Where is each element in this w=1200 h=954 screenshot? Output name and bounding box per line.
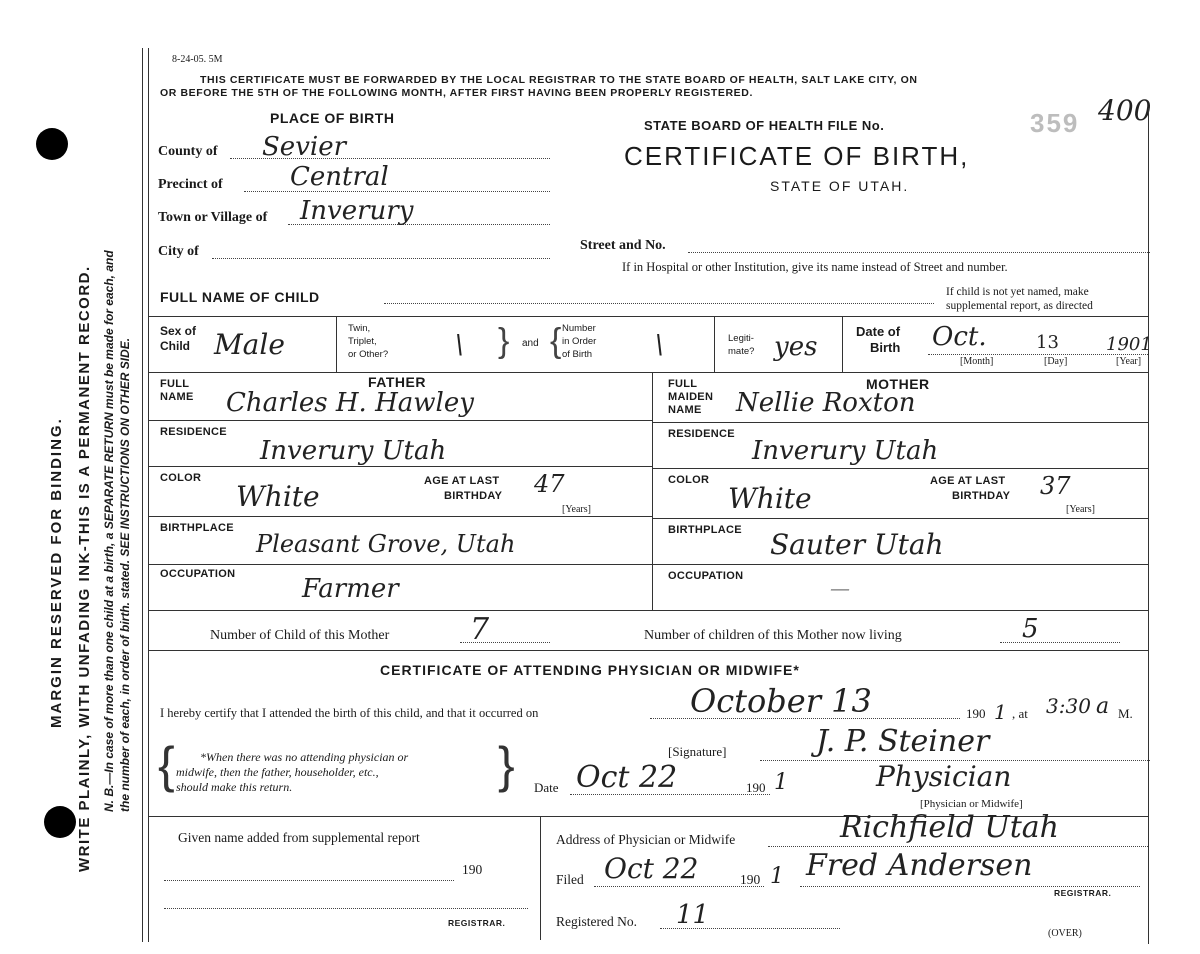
- twin-brace: }: [498, 322, 510, 360]
- date-label: Date: [534, 780, 559, 795]
- mother-years-caption: [Years]: [1066, 504, 1095, 515]
- mother-name-value: Nellie Roxton: [736, 388, 916, 418]
- certificate-year-prefix: 190: [746, 780, 766, 795]
- over-label: (OVER): [1048, 928, 1082, 939]
- father-color-label: COLOR: [160, 472, 202, 484]
- father-name-label: FULL NAME: [160, 378, 194, 403]
- notice-line-2: OR BEFORE THE 5TH OF THE FOLLOWING MONTH, AFTER FIRST HAVING BEEN PROPERLY REGISTERED.: [160, 87, 753, 99]
- father-residence-label: RESIDENCE: [160, 426, 227, 438]
- certificate-year-suffix: 1: [774, 770, 788, 795]
- father-heading: FATHER: [368, 374, 426, 390]
- father-occupation-value: Farmer: [302, 574, 399, 604]
- twin-value: \: [455, 330, 464, 360]
- order-brace: {: [550, 322, 562, 360]
- legitimate-value: yes: [774, 332, 818, 362]
- year-caption: [Year]: [1116, 356, 1142, 367]
- certificate-date-value: Oct 22: [576, 760, 678, 795]
- living-children-value: 5: [1022, 614, 1039, 644]
- mother-occupation-value: —: [830, 576, 850, 600]
- child-name-note-2: supplemental report, as directed: [946, 300, 1093, 312]
- sex-label: Sex of Child: [160, 324, 197, 353]
- form-code: 8-24-05. 5M: [172, 54, 223, 65]
- precinct-label: Precinct of: [158, 177, 223, 192]
- birth-order-value: \: [655, 330, 664, 360]
- mother-occupation-label: OCCUPATION: [668, 570, 744, 582]
- father-birthplace-label: BIRTHPLACE: [160, 522, 234, 534]
- child-name-label: FULL NAME OF CHILD: [160, 289, 320, 305]
- margin-ink-note: WRITE PLAINLY, WITH UNFADING INK-THIS IS A PERMANENT RECORD.: [76, 265, 93, 872]
- certificate-subtitle: STATE OF UTAH.: [770, 178, 910, 194]
- month-caption: [Month]: [960, 356, 994, 367]
- street-label: Street and No.: [580, 238, 666, 253]
- mother-heading: MOTHER: [866, 376, 930, 392]
- registered-number-value: 11: [676, 900, 710, 930]
- place-of-birth-heading: PLACE OF BIRTH: [270, 110, 395, 126]
- and-label: and: [522, 338, 539, 349]
- file-number-handwritten: 400: [1098, 94, 1152, 127]
- form-left-border: [142, 48, 143, 942]
- child-number-label: Number of Child of this Mother: [210, 628, 390, 643]
- occurred-year-prefix: 190: [966, 706, 986, 721]
- margin-nb-note: N. B.—In case of more than one child at a birth, a SEPARATE RETURN must be made for each, and: [102, 250, 116, 812]
- file-number-stamp: 359: [1030, 108, 1080, 138]
- registered-number-label: Registered No.: [556, 914, 637, 929]
- physician-certify-text: I hereby certify that I attended the birth of this child, and that it occurred on: [160, 706, 539, 720]
- child-name-note-1: If child is not yet named, make: [946, 286, 1089, 298]
- margin-binding-note: MARGIN RESERVED FOR BINDING.: [48, 417, 65, 728]
- mother-age-label: AGE AT LAST BIRTHDAY: [930, 475, 1011, 502]
- time-meridiem-hand: a: [1096, 694, 1110, 719]
- street-note: If in Hospital or other Institution, give its name instead of Street and number.: [622, 260, 1008, 274]
- physician-signature: J. P. Steiner: [816, 724, 990, 759]
- sex-value: Male: [214, 328, 285, 361]
- no-physician-note: *When there was no attending physician or midwife, then the father, householder, etc., should make this return.: [176, 750, 409, 794]
- physician-role-caption: [Physician or Midwife]: [920, 798, 1023, 810]
- county-value: Sevier: [262, 132, 347, 162]
- legitimate-label: Legiti- mate?: [728, 333, 755, 357]
- birth-year-value: 1901: [1106, 334, 1152, 355]
- address-value: Richfield Utah: [840, 810, 1059, 845]
- mother-birthplace-label: BIRTHPLACE: [668, 524, 742, 536]
- note-brace-left: {: [158, 737, 175, 793]
- father-occupation-label: OCCUPATION: [160, 568, 236, 580]
- child-number-value: 7: [470, 612, 490, 647]
- address-label: Address of Physician or Midwife: [556, 832, 736, 847]
- father-birthplace-value: Pleasant Grove, Utah: [256, 530, 516, 558]
- note-brace-right: }: [498, 737, 515, 793]
- day-caption: [Day]: [1044, 356, 1068, 367]
- mother-color-label: COLOR: [668, 474, 710, 486]
- father-name-value: Charles H. Hawley: [226, 388, 474, 418]
- certificate-title: CERTIFICATE OF BIRTH,: [624, 141, 970, 171]
- bottom-divider: [540, 816, 541, 940]
- supplemental-year: 190: [462, 862, 483, 877]
- birth-day-value: 13: [1036, 332, 1059, 353]
- time-value: 3:30: [1046, 694, 1091, 718]
- county-label: County of: [158, 144, 218, 159]
- city-label: City of: [158, 244, 199, 259]
- physician-title: Physician: [876, 760, 1012, 793]
- father-residence-value: Inverury Utah: [260, 436, 447, 466]
- filed-label: Filed: [556, 872, 584, 887]
- mother-residence-label: RESIDENCE: [668, 428, 735, 440]
- physician-heading: CERTIFICATE OF ATTENDING PHYSICIAN OR MIDWIFE*: [380, 662, 800, 678]
- occurred-year-suffix: 1: [994, 700, 1007, 724]
- father-age-label: AGE AT LAST BIRTHDAY: [424, 475, 503, 502]
- mother-name-label: FULL MAIDEN NAME: [668, 378, 714, 416]
- living-children-label: Number of children of this Mother now living: [644, 628, 902, 643]
- filed-by-registrar: Fred Andersen: [806, 848, 1033, 883]
- binding-hole-bottom: [44, 806, 76, 838]
- filed-year-suffix: 1: [770, 864, 784, 889]
- file-number-label: STATE BOARD OF HEALTH FILE No.: [644, 118, 885, 133]
- mother-residence-value: Inverury Utah: [752, 436, 939, 466]
- town-value: Inverury: [300, 196, 414, 226]
- notice-line-1: THIS CERTIFICATE MUST BE FORWARDED BY THE LOCAL REGISTRAR TO THE STATE BOARD OF HEALTH, SALT LAKE CITY, ON: [200, 74, 918, 86]
- father-age-value: 47: [534, 470, 565, 498]
- mother-birthplace-value: Sauter Utah: [770, 528, 944, 561]
- margin-instructions-note: the number of each, in order of birth. stated. SEE INSTRUCTIONS ON OTHER SIDE.: [118, 337, 132, 812]
- form-right-border: [1148, 108, 1149, 944]
- form-left-border-inner: [148, 48, 149, 942]
- father-years-caption: [Years]: [562, 504, 591, 515]
- mother-color-value: White: [728, 482, 812, 515]
- precinct-value: Central: [290, 162, 389, 192]
- date-of-birth-label: Date of Birth: [856, 324, 901, 355]
- occurred-date-value: October 13: [690, 682, 872, 720]
- meridiem-suffix: M.: [1118, 706, 1133, 721]
- birth-month-value: Oct.: [932, 322, 987, 352]
- signature-label: [Signature]: [668, 744, 727, 759]
- mother-age-value: 37: [1040, 472, 1071, 500]
- filed-year-prefix: 190: [740, 872, 761, 887]
- town-label: Town or Village of: [158, 210, 268, 225]
- twin-label: Twin, Triplet, or Other?: [348, 323, 389, 360]
- filed-date-value: Oct 22: [604, 852, 699, 885]
- supplemental-registrar-label: REGISTRAR.: [448, 918, 506, 928]
- binding-hole-top: [36, 128, 68, 160]
- father-color-value: White: [236, 480, 320, 513]
- at-label: , at: [1012, 706, 1028, 721]
- birth-order-label: Number in Order of Birth: [562, 323, 597, 360]
- filed-registrar-label: REGISTRAR.: [1054, 888, 1112, 898]
- supplemental-label: Given name added from supplemental report: [178, 830, 420, 845]
- parents-divider: [652, 372, 653, 610]
